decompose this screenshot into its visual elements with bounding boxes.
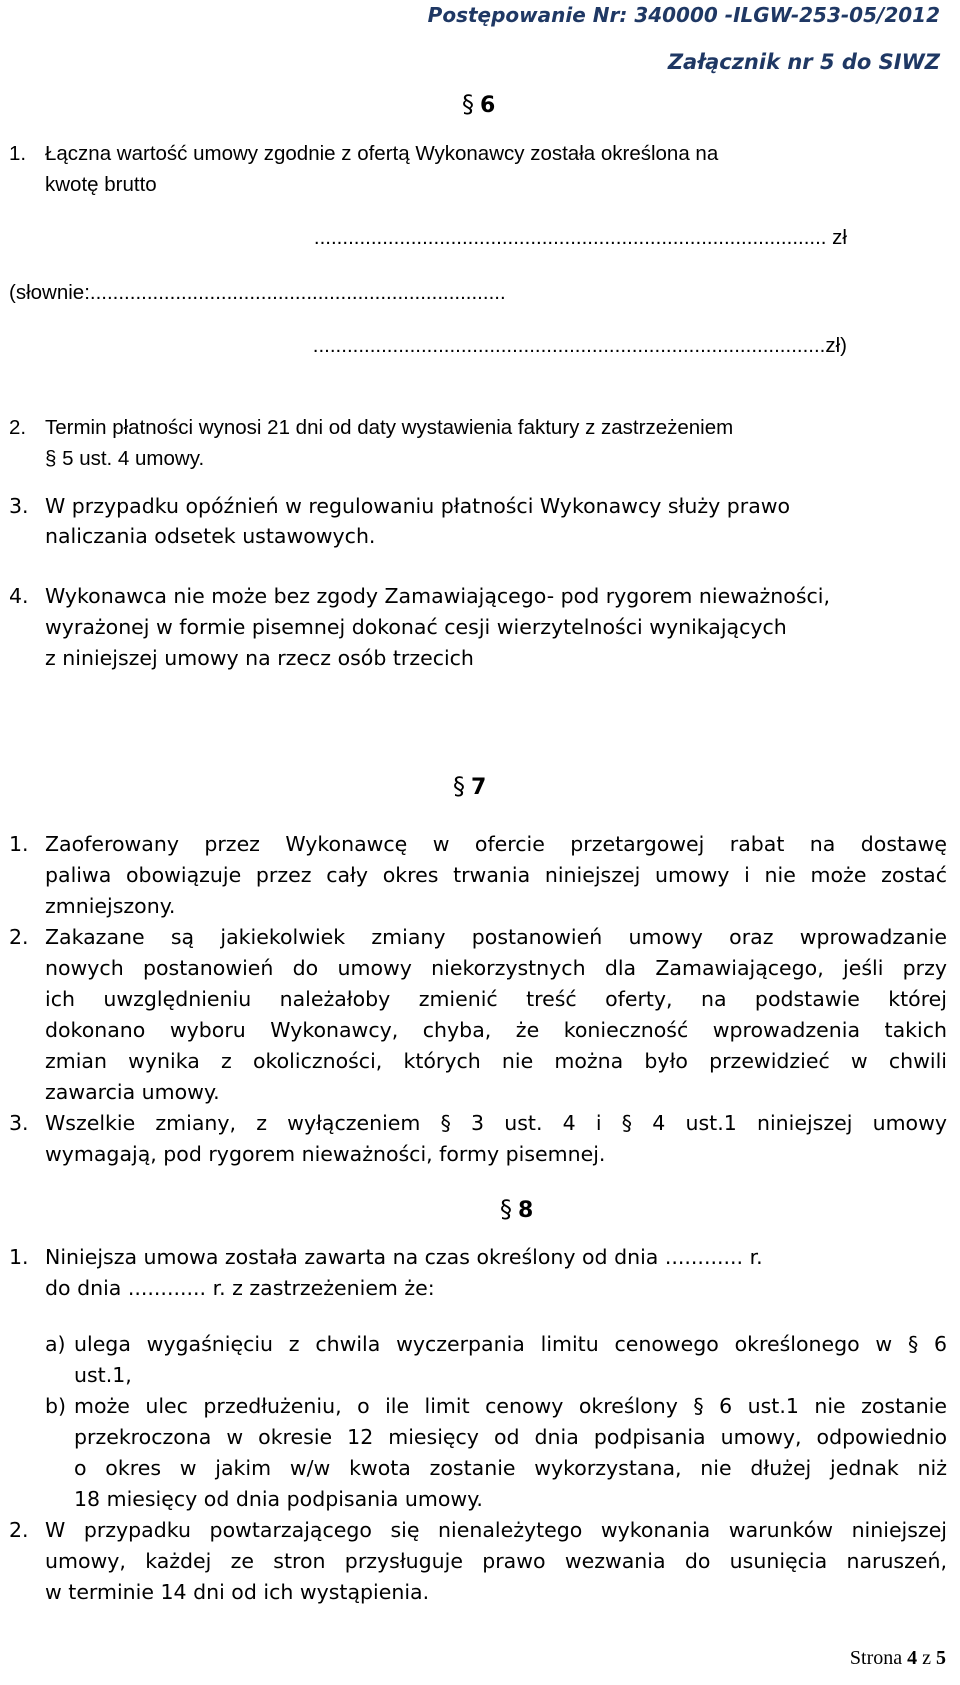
paragraph-text: do dnia ............ r. z zastrzeżeniem że: — [45, 1276, 435, 1300]
paragraph-text: Zakazane są jakiekolwiek zmiany postanowień umowy oraz wprowadzanie — [45, 925, 947, 949]
paragraph-text: paliwa obowiązuje przez cały okres trwania niniejszej umowy i nie może zostać — [45, 863, 947, 887]
page-current: 4 — [907, 1647, 918, 1669]
paragraph-text: z niniejszej umowy na rzecz osób trzecich — [45, 646, 474, 670]
section-number: 8 — [518, 1198, 534, 1223]
paragraph-number: 4. — [9, 584, 29, 608]
procedure-number: Postępowanie Nr: 340000 -ILGW-253-05/2012 — [427, 3, 940, 27]
paragraph-text: Zaoferowany przez Wykonawcę w ofercie przetargowej rabat na dostawę — [45, 832, 947, 856]
paragraph-text: § 5 ust. 4 umowy. — [45, 447, 205, 470]
page-label: Strona — [849, 1647, 903, 1669]
list-item-text: o okres w jakim w/w kwota zostanie wykorzystana, nie dłużej jednak niż — [74, 1456, 947, 1480]
attachment-label: Załącznik nr 5 do SIWZ — [667, 50, 940, 74]
paragraph-text: w terminie 14 dni od ich wystąpienia. — [45, 1580, 430, 1604]
paragraph-number: 3. — [9, 494, 29, 518]
page-of: z — [922, 1647, 931, 1669]
amount-words-field: (słownie:......................................................................... — [9, 281, 506, 304]
section-symbol: § — [453, 772, 465, 800]
list-item-text: 18 miesięcy od dnia podpisania umowy. — [74, 1487, 483, 1511]
list-item-text: ust.1, — [74, 1363, 132, 1387]
paragraph-number: 2. — [9, 416, 27, 439]
paragraph-number: 1. — [9, 832, 29, 856]
paragraph-number: 2. — [9, 1518, 29, 1542]
list-item-text: przekroczona w okresie 12 miesięcy od dnia podpisania umowy, odpowiednio — [74, 1425, 947, 1449]
section-heading-6 — [462, 90, 495, 118]
paragraph-text: umowy, każdej ze stron przysługuje prawo wezwania do usunięcia naruszeń, — [45, 1549, 947, 1573]
paragraph-text: zmniejszony. — [45, 894, 176, 918]
page-footer — [850, 1647, 946, 1670]
list-item-text: ulega wygaśnięciu z chwila wyczerpania limitu cenowego określonego w § 6 — [74, 1332, 947, 1356]
paragraph-text: naliczania odsetek ustawowych. — [45, 524, 376, 548]
paragraph-number: 1. — [9, 1245, 29, 1269]
paragraph-text: kwotę brutto — [45, 173, 157, 196]
paragraph-text: Termin płatności wynosi 21 dni od daty wystawienia faktury z zastrzeżeniem — [45, 416, 734, 439]
paragraph-text: W przypadku powtarzającego się nienależytego wykonania warunków niniejszej — [45, 1518, 947, 1542]
paragraph-text: nowych postanowień do umowy niekorzystnych dla Zamawiającego, jeśli przy — [45, 956, 947, 980]
paragraph-text: Niniejsza umowa została zawarta na czas określony od dnia ............ r. — [45, 1245, 763, 1269]
paragraph-text: zmian wynika z okoliczności, których nie można było przewidzieć w chwili — [45, 1049, 947, 1073]
paragraph-text: W przypadku opóźnień w regulowaniu płatności Wykonawcy służy prawo — [45, 494, 791, 518]
paragraph-text: dokonano wyboru Wykonawcy, chyba, że konieczność wprowadzenia takich — [45, 1018, 947, 1042]
paragraph-text: wymagają, pod rygorem nieważności, formy pisemnej. — [45, 1142, 606, 1166]
list-label: a) — [45, 1332, 66, 1356]
paragraph-text: Łączna wartość umowy zgodnie z ofertą Wykonawcy została określona na — [45, 142, 719, 165]
list-label: b) — [45, 1394, 67, 1418]
paragraph-number: 1. — [9, 142, 27, 165]
paragraph-text: zawarcia umowy. — [45, 1080, 220, 1104]
paragraph-text: wyrażonej w formie pisemnej dokonać cesji wierzytelności wynikających — [45, 615, 787, 639]
paragraph-number: 2. — [9, 925, 29, 949]
amount-field: .......................................................................................... zł — [313, 226, 847, 249]
list-item-text: może ulec przedłużeniu, o ile limit cenowy określony § 6 ust.1 nie zostanie — [74, 1394, 947, 1418]
section-number: 7 — [471, 775, 487, 800]
section-heading-8 — [500, 1195, 533, 1223]
paragraph-text: ich uwzględnieniu należałoby zmienić treść oferty, na podstawie której — [45, 987, 947, 1011]
amount-words-field-end: ..........................................................................................zł) — [312, 334, 847, 357]
section-number: 6 — [480, 93, 496, 118]
page-total: 5 — [936, 1647, 946, 1669]
paragraph-text: Wszelkie zmiany, z wyłączeniem § 3 ust. 4 i § 4 ust.1 niniejszej umowy — [45, 1111, 947, 1135]
paragraph-text: Wykonawca nie może bez zgody Zamawiającego- pod rygorem nieważności, — [45, 584, 831, 608]
paragraph-number: 3. — [9, 1111, 29, 1135]
section-heading-7 — [453, 772, 486, 800]
section-symbol: § — [462, 90, 474, 118]
section-symbol: § — [500, 1195, 512, 1223]
